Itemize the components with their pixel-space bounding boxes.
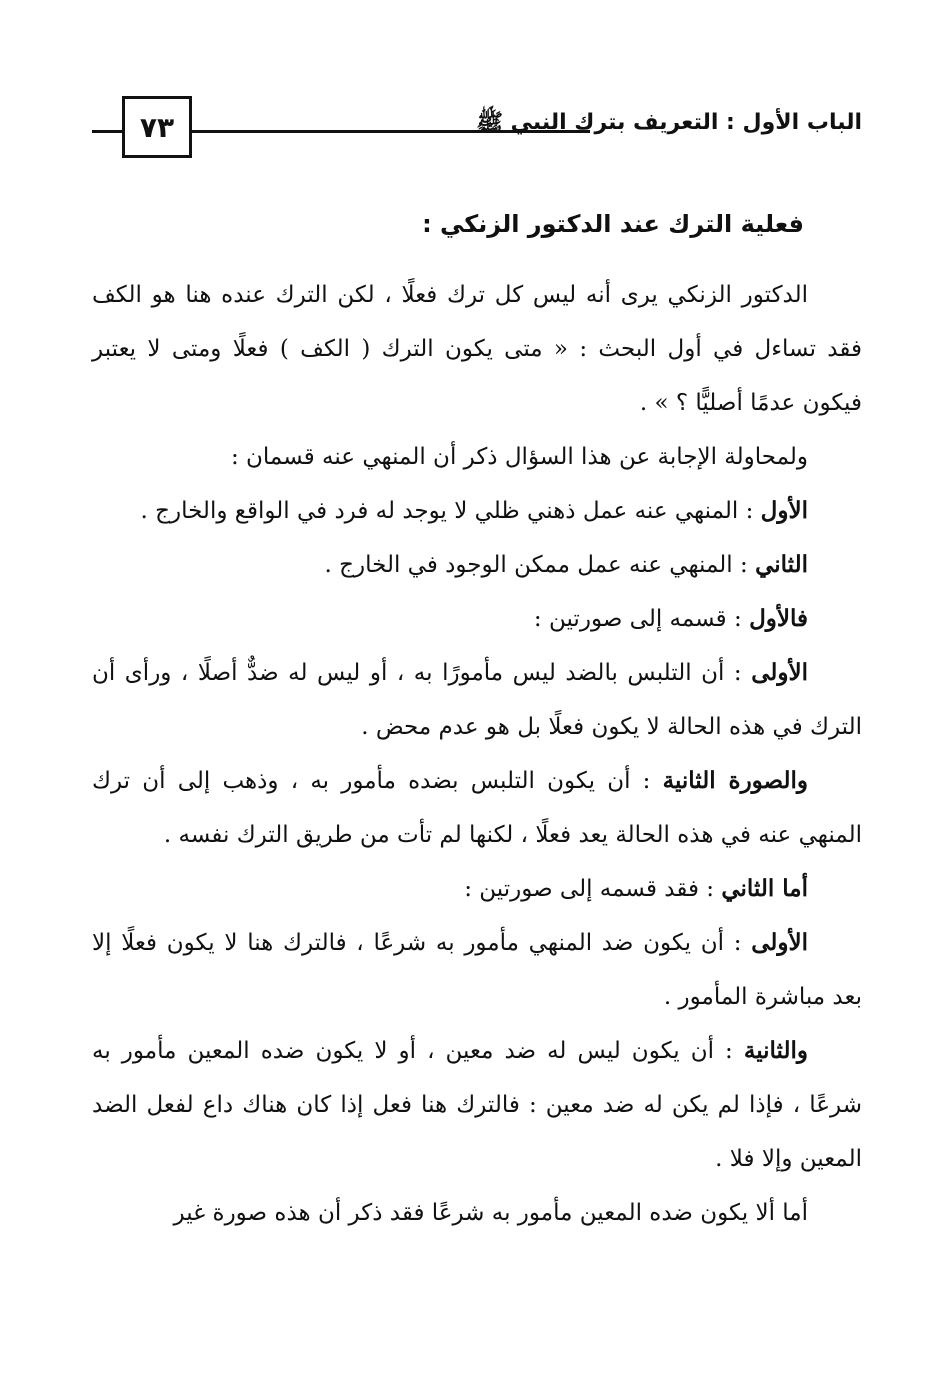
paragraph [92, 646, 862, 754]
paragraph-text: : المنهي عنه عمل ذهني ظلي لا يوجد له فرد في الواقع والخارج . [140, 498, 761, 524]
header-rule-left [92, 130, 122, 133]
paragraph-text: : أن يكون ضد المنهي مأمور به شرعًا ، فالترك هنا لا يكون فعلًا إلا بعد مباشرة المأمور . [92, 930, 862, 1010]
paragraph-text: ولمحاولة الإجابة عن هذا السؤال ذكر أن المنهي عنه قسمان : [230, 444, 808, 470]
paragraph-text: أما ألا يكون ضده المعين مأمور به شرعًا فقد ذكر أن هذه صورة غير [173, 1200, 808, 1226]
paragraph-lead: الأول [760, 497, 808, 524]
paragraph [92, 268, 862, 430]
body-text [92, 268, 862, 1240]
paragraph-lead: الثاني [755, 551, 808, 578]
paragraph [92, 916, 862, 1024]
paragraph [92, 592, 862, 646]
paragraph-text: : أن يكون ليس له ضد معين ، أو لا يكون ضده المعين مأمور به شرعًا ، فإذا لم يكن له ضد معين : فالترك هنا فعل إذا كان هناك داع لفعل الضد المعين وإلا فلا . [92, 1038, 862, 1172]
page-number-box [122, 96, 192, 158]
paragraph [92, 862, 862, 916]
paragraph-text: : قسمه إلى صورتين : [533, 606, 750, 632]
paragraph-lead: فالأول [749, 605, 808, 632]
paragraph-lead: والصورة الثانية [662, 767, 809, 794]
section-heading: فعلية الترك عند الدكتور الزنكي : [422, 210, 804, 238]
page-number: ٧٣ [139, 110, 175, 144]
paragraph-lead: أما الثاني [721, 875, 808, 902]
paragraph [92, 754, 862, 862]
running-header [92, 96, 862, 162]
paragraph-text: : المنهي عنه عمل ممكن الوجود في الخارج . [324, 552, 756, 578]
paragraph-text: الدكتور الزنكي يرى أنه ليس كل ترك فعلًا ، لكن الترك عنده هنا هو الكف فقد تساءل في أول البحث : « متى يكون الترك ( الكف ) فعلًا ومتى لا يعتبر فيكون عدمًا أصليًّا ؟ » . [92, 282, 862, 416]
paragraph-text: : أن يكون التلبس بضده مأمور به ، وذهب إلى أن ترك المنهي عنه في هذه الحالة يعد فعلًا ، لكنها لم تأت من طريق الترك نفسه . [92, 768, 862, 848]
paragraph [92, 430, 862, 484]
paragraph-text: : فقد قسمه إلى صورتين : [464, 876, 722, 902]
running-title: الباب الأول : التعريف بترك النبي ﷺ [476, 110, 862, 135]
paragraph-lead: والثانية [743, 1037, 808, 1064]
paragraph [92, 538, 862, 592]
paragraph [92, 1186, 862, 1240]
paragraph-lead: الأولى [751, 929, 808, 956]
paragraph-lead: الأولى [751, 659, 808, 686]
paragraph-text: : أن التلبس بالضد ليس مأمورًا به ، أو ليس له ضدٌّ أصلًا ، ورأى أن الترك في هذه الحالة لا يكون فعلًا بل هو عدم محض . [92, 660, 862, 740]
paragraph [92, 484, 862, 538]
paragraph [92, 1024, 862, 1186]
